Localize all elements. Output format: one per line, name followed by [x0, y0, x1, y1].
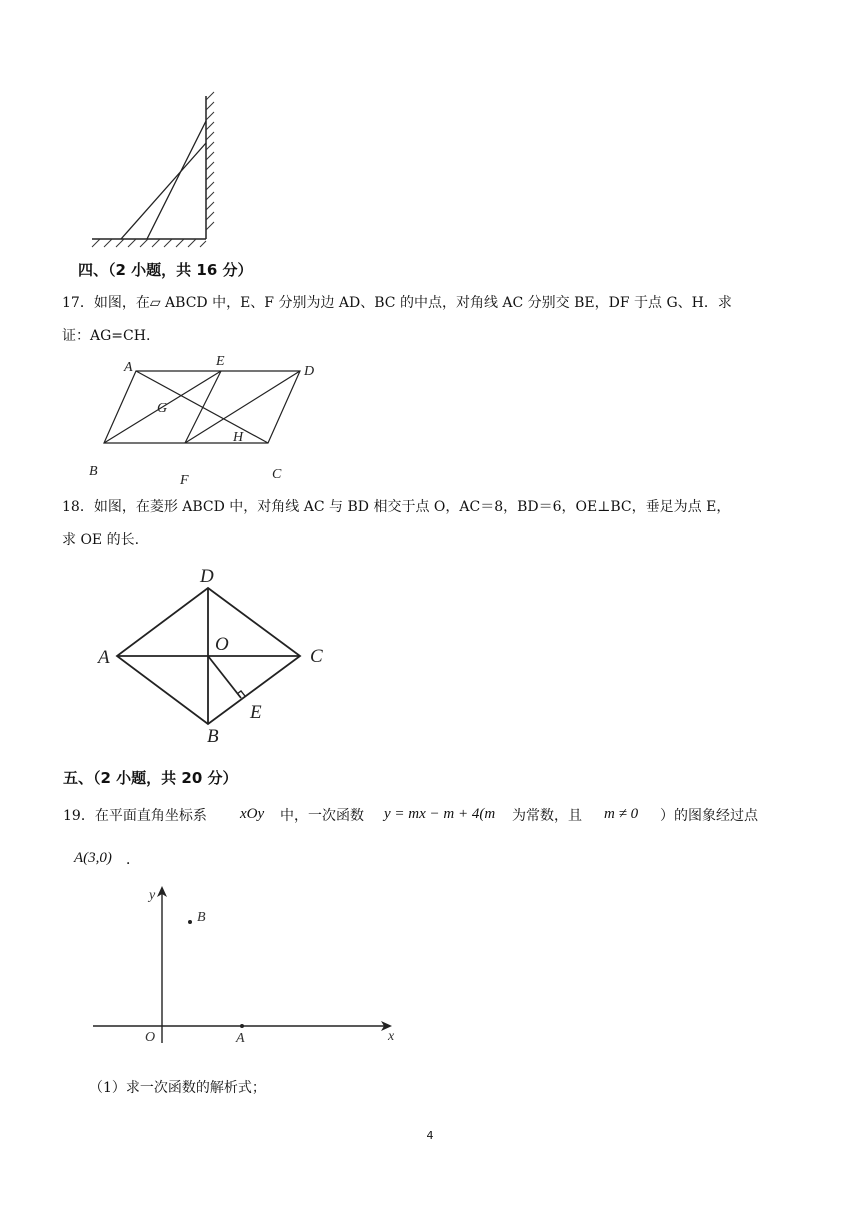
- q19-condition: m ≠ 0: [604, 806, 639, 822]
- q19-text-suffix: ）的图象经过点: [660, 808, 758, 824]
- q19-label-O: O: [145, 1030, 156, 1045]
- q17-label-A: A: [124, 360, 133, 375]
- q17-text-line2: 证：AG=CH.: [62, 328, 151, 344]
- q17-label-H: H: [233, 430, 244, 445]
- q19-text-mid2: 为常数，且: [512, 808, 582, 824]
- q17-label-G: G: [157, 401, 168, 416]
- q19-point-A: A(3,0): [74, 850, 112, 866]
- q19-label-A: A: [236, 1031, 245, 1046]
- page-number: 4: [426, 1129, 434, 1142]
- q17-text-line1: 17．如图，在▱ ABCD 中，E、F 分别为边 AD、BC 的中点，对角线 AC 分别交 BE，DF 于点 G、H．求: [62, 295, 732, 311]
- q19-label-y: y: [149, 888, 156, 903]
- q18-label-A: A: [98, 647, 110, 668]
- q18-label-E: E: [250, 702, 262, 723]
- q18-label-D: D: [200, 566, 214, 587]
- section5-heading: 五、（2 小题，共 20 分）: [63, 769, 238, 787]
- q17-label-B: B: [89, 464, 98, 479]
- q19-text-mid: 中，一次函数: [280, 808, 364, 824]
- q17-label-F: F: [180, 473, 189, 488]
- section4-heading: 四、（2 小题，共 16 分）: [78, 261, 253, 279]
- q18-label-C: C: [310, 646, 323, 667]
- q19-xoy: xOy: [240, 806, 265, 822]
- q17-label-E: E: [216, 354, 225, 369]
- q19-function: y = mx − m + 4(m: [384, 806, 496, 822]
- q19-label-x: x: [388, 1029, 395, 1044]
- q17-label-C: C: [272, 467, 282, 482]
- q18-label-O: O: [215, 634, 229, 655]
- q17-label-D: D: [304, 364, 315, 379]
- q18-text-line2: 求 OE 的长.: [62, 532, 140, 548]
- q18-text-line1: 18．如图，在菱形 ABCD 中，对角线 AC 与 BD 相交于点 O，AC＝8，BD＝6，OE⊥BC，垂足为点 E，: [62, 499, 731, 515]
- q19-point-suffix: ．: [126, 852, 140, 868]
- q19-label-B: B: [197, 910, 206, 925]
- q19-text-prefix: 19．在平面直角坐标系: [63, 808, 207, 824]
- q19-part1: （1）求一次函数的解析式；: [89, 1080, 266, 1096]
- q18-label-B: B: [207, 726, 219, 747]
